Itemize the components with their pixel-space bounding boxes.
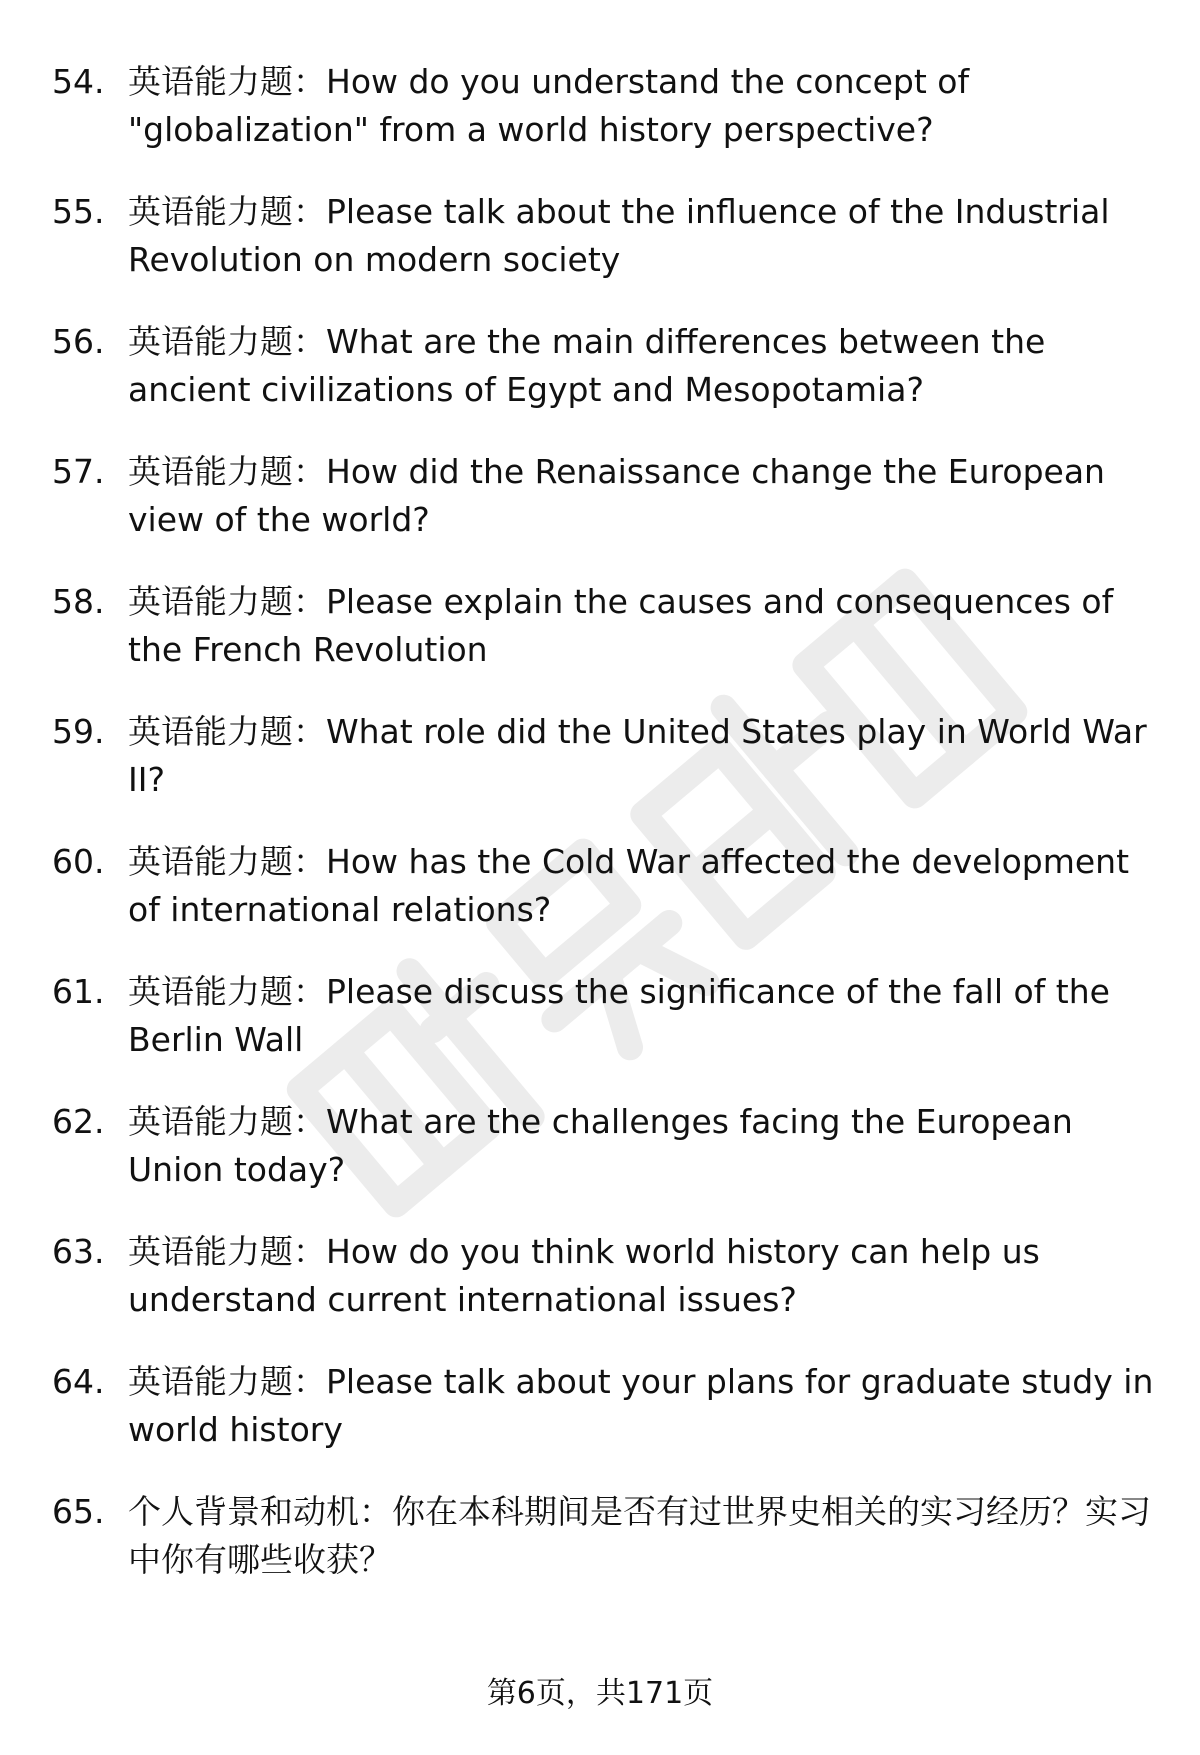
question-text: 英语能力题：What role did the United States play in World War II? [128, 712, 1158, 799]
question-item [0, 578, 1200, 674]
question-number: 57. [52, 452, 105, 491]
question-item [0, 708, 1200, 804]
question-text: 英语能力题：How did the Renaissance change the European view of the world? [128, 452, 1116, 539]
question-text: 英语能力题：How has the Cold War affected the development of international relations? [128, 842, 1140, 929]
question-text: 英语能力题：Please talk about your plans for graduate study in world history [128, 1362, 1164, 1449]
question-number: 60. [52, 842, 105, 881]
question-text: 英语能力题：Please discuss the significance of the fall of the Berlin Wall [128, 972, 1121, 1059]
question-item [0, 58, 1200, 154]
question-item [0, 968, 1200, 1064]
question-number: 63. [52, 1232, 105, 1271]
question-item [0, 1098, 1200, 1194]
question-text: 英语能力题：What are the challenges facing the European Union today? [128, 1102, 1084, 1189]
question-item [0, 318, 1200, 414]
question-number: 61. [52, 972, 105, 1011]
question-item [0, 838, 1200, 934]
question-list [0, 58, 1200, 1618]
question-text: 英语能力题：What are the main differences between the ancient civilizations of Egypt and Mesopotamia? [128, 322, 1056, 409]
page-footer: 第6页，共171页 [486, 1676, 714, 1711]
question-item [0, 188, 1200, 284]
question-text: 英语能力题：How do you think world history can help us understand current international issues? [128, 1232, 1051, 1319]
question-number: 58. [52, 582, 105, 621]
question-number: 56. [52, 322, 105, 361]
question-number: 64. [52, 1362, 105, 1401]
question-text: 个人背景和动机：你在本科期间是否有过世界史相关的实习经历？实习中你有哪些收获？ [128, 1492, 1151, 1579]
question-number: 62. [52, 1102, 105, 1141]
question-text: 英语能力题：Please explain the causes and consequences of the French Revolution [128, 582, 1124, 669]
question-number: 54. [52, 62, 105, 101]
question-item [0, 1358, 1200, 1454]
question-item [0, 1488, 1200, 1584]
question-number: 55. [52, 192, 105, 231]
question-text: 英语能力题：How do you understand the concept of "globalization" from a world history perspective? [128, 62, 980, 149]
question-item [0, 1228, 1200, 1324]
question-item [0, 448, 1200, 544]
question-number: 59. [52, 712, 105, 751]
question-text: 英语能力题：Please talk about the influence of the Industrial Revolution on modern society [128, 192, 1121, 279]
question-number: 65. [52, 1492, 105, 1531]
